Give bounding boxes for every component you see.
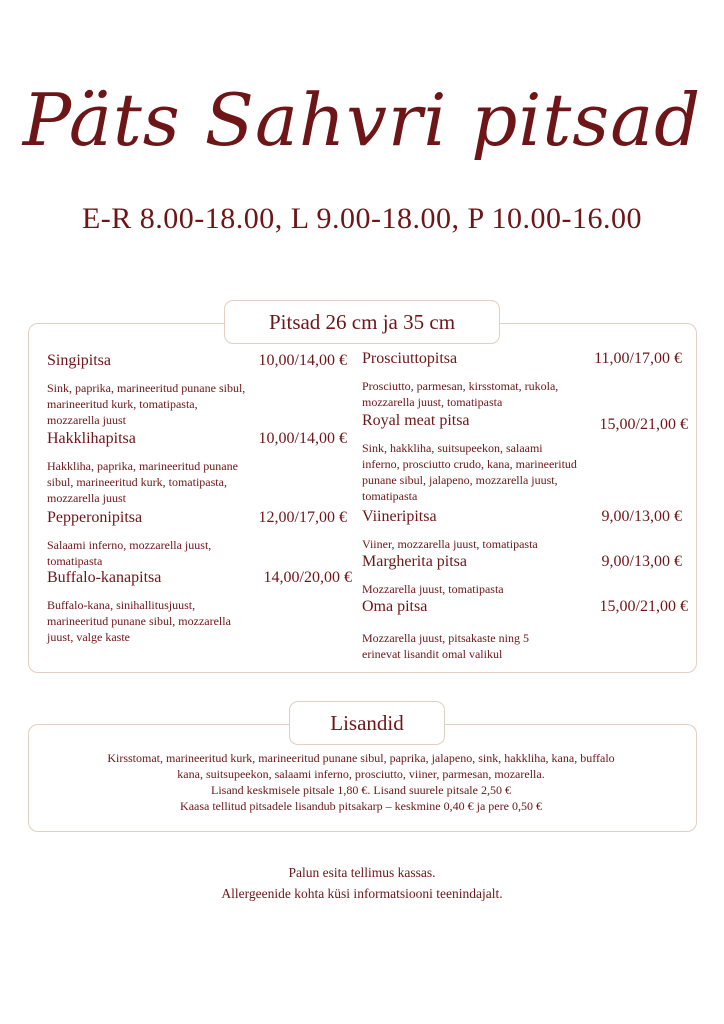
item-name: Prosciuttopitsa [362, 350, 458, 367]
item-description: Mozzarella juust, pitsakaste ning 5 erinevat lisandit omal valikul [362, 631, 529, 661]
item-name: Margherita pitsa [362, 553, 468, 570]
footer-order-note: Palun esita tellimus kassas. [288, 865, 436, 880]
item-description: Viiner, mozzarella juust, tomatipasta [362, 537, 538, 551]
item-description: Hakkliha, paprika, marineeritud punane sibul, marineeritud kurk, tomatipasta, mozzarella juust [47, 459, 238, 505]
menu-item-margherita-pitsa [362, 553, 682, 597]
item-price: 12,00/17,00 € [258, 509, 347, 526]
item-name: Oma pitsa [362, 598, 428, 615]
item-description: Mozzarella juust, tomatipasta [362, 582, 504, 596]
pizza-section-heading: Pitsad 26 cm ja 35 cm [224, 300, 500, 344]
item-name: Buffalo-kanapitsa [47, 569, 162, 586]
footer-allergen-note: Allergeenide kohta küsi informatsiooni teenindajalt. [221, 886, 503, 901]
item-price: 15,00/21,00 € [599, 416, 688, 433]
extras-price-line: Lisand keskmisele pitsale 1,80 €. Lisand suurele pitsale 2,50 € [211, 783, 511, 797]
extras-text [45, 750, 677, 814]
extras-section-heading: Lisandid [289, 701, 445, 745]
menu-item-singipitsa [47, 352, 347, 428]
item-price: 14,00/20,00 € [263, 569, 352, 586]
item-description: Salaami inferno, mozzarella juust, tomatipasta [47, 538, 212, 568]
item-price: 10,00/14,00 € [258, 430, 347, 447]
item-price: 9,00/13,00 € [601, 553, 682, 570]
item-price: 11,00/17,00 € [594, 350, 682, 367]
item-name: Viineripitsa [362, 508, 437, 525]
footer-note [0, 862, 724, 904]
menu-item-viineripitsa [362, 508, 682, 552]
menu-title: Päts Sahvri pitsad [22, 78, 702, 162]
item-name: Pepperonipitsa [47, 509, 143, 526]
item-price: 10,00/14,00 € [258, 352, 347, 369]
menu-item-oma-pitsa [362, 598, 688, 662]
item-price: 9,00/13,00 € [601, 508, 682, 525]
opening-hours: E-R 8.00-18.00, L 9.00-18.00, P 10.00-16.00 [81, 202, 643, 235]
menu-item-royal-meat-pitsa [362, 412, 688, 504]
item-description: Sink, paprika, marineeritud punane sibul, marineeritud kurk, tomatipasta, mozzarella juust [47, 381, 246, 427]
extras-list-line-2: kana, suitsupeekon, salaami inferno, prosciutto, viiner, parmesan, mozarella. [177, 767, 545, 781]
item-price: 15,00/21,00 € [599, 598, 688, 615]
menu-item-pepperonipitsa [47, 509, 347, 569]
item-name: Hakklihapitsa [47, 430, 136, 447]
extras-list-line-1: Kirsstomat, marineeritud kurk, marineeritud punane sibul, paprika, jalapeno, sink, hakkliha, kana, buffalo [107, 751, 615, 765]
menu-item-prosciuttopitsa [362, 350, 682, 410]
pizza-box-price-line: Kaasa tellitud pitsadele lisandub pitsakarp – keskmine 0,40 € ja pere 0,50 € [180, 799, 542, 813]
item-description: Prosciutto, parmesan, kirsstomat, rukola, mozzarella juust, tomatipasta [362, 379, 559, 409]
menu-item-hakklihapitsa [47, 430, 347, 506]
item-name: Singipitsa [47, 352, 112, 369]
menu-item-buffalo-kanapitsa [47, 569, 352, 645]
item-description: Buffalo-kana, sinihallitusjuust, marineeritud punane sibul, mozzarella juust, valge kaste [47, 598, 231, 644]
item-name: Royal meat pitsa [362, 412, 470, 429]
item-description: Sink, hakkliha, suitsupeekon, salaami inferno, prosciutto crudo, kana, marineeritud punane sibul, jalapeno, mozzarella juust, tomatipasta [362, 441, 577, 503]
